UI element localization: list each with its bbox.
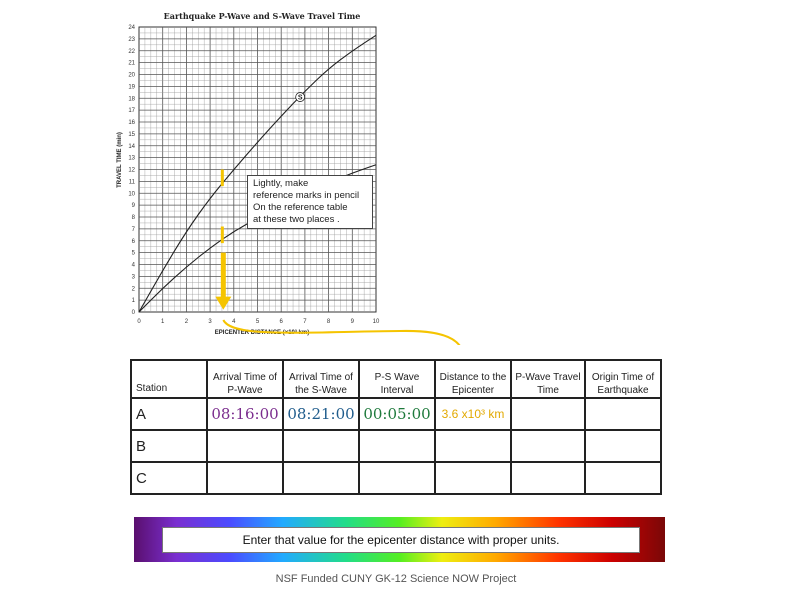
- header-origin-time: Origin Time of Earthquake: [585, 360, 661, 398]
- y-tick-label: 13: [128, 155, 135, 162]
- y-tick-label: 1: [131, 298, 135, 305]
- chart-grid: [139, 27, 376, 312]
- station-cell: A: [131, 398, 207, 430]
- footer-credit: NSF Funded CUNY GK-12 Science NOW Project: [275, 573, 517, 585]
- header-distance: Distance to the Epicenter: [435, 360, 511, 398]
- s-arrival-cell[interactable]: [283, 430, 359, 462]
- y-axis-label: TRAVEL TIME (min): [117, 132, 123, 188]
- x-tick-label: 0: [137, 319, 141, 325]
- y-tick-label: 12: [128, 167, 135, 174]
- y-tick-label: 9: [131, 203, 135, 210]
- interval-cell[interactable]: [359, 430, 435, 462]
- y-tick-label: 21: [128, 60, 135, 67]
- y-tick-label: 4: [131, 262, 135, 269]
- earthquake-data-table: [130, 359, 662, 495]
- p-travel-cell[interactable]: [511, 398, 585, 430]
- x-tick-label: 10: [372, 319, 380, 325]
- header-p-travel-time: P-Wave Travel Time: [511, 360, 585, 398]
- interval-cell[interactable]: 00:05:00: [359, 398, 435, 430]
- table-header-row: [131, 360, 661, 398]
- table-row: [131, 430, 661, 462]
- y-tick-label: 18: [128, 96, 135, 103]
- s-arrival-cell[interactable]: 08:21:00: [283, 398, 359, 430]
- y-tick-label: 5: [131, 250, 135, 257]
- table-row: [131, 398, 661, 430]
- interval-cell[interactable]: [359, 462, 435, 494]
- x-axis-label: EPICENTER DISTANCE (×10³ km): [214, 330, 310, 336]
- x-tick-label: 5: [255, 319, 260, 325]
- distance-cell[interactable]: [435, 462, 511, 494]
- x-tick-label: 4: [232, 319, 236, 325]
- x-tick-label: 3: [208, 319, 212, 325]
- s-arrival-cell[interactable]: [283, 462, 359, 494]
- x-tick-label: 1: [161, 319, 165, 325]
- callout-line: at these two places .: [253, 214, 340, 225]
- y-tick-label: 20: [128, 72, 135, 79]
- y-tick-label: 16: [128, 120, 135, 126]
- y-tick-label: 17: [128, 108, 135, 115]
- y-tick-label: 24: [128, 25, 135, 31]
- x-tick-label: 6: [279, 319, 283, 325]
- p-arrival-cell[interactable]: 08:16:00: [207, 398, 283, 430]
- y-tick-label: 23: [128, 36, 135, 43]
- callout-line: Lightly, make: [253, 178, 309, 189]
- y-tick-label: 6: [131, 238, 135, 245]
- y-tick-label: 11: [128, 179, 135, 186]
- x-tick-label: 2: [184, 319, 189, 325]
- origin-cell[interactable]: [585, 430, 661, 462]
- x-tick-label: 7: [303, 319, 307, 325]
- p-arrival-cell[interactable]: [207, 430, 283, 462]
- y-tick-label: 10: [128, 191, 135, 198]
- station-cell: C: [131, 462, 207, 494]
- x-tick-label: 8: [326, 319, 331, 325]
- x-tick-label: 9: [350, 319, 354, 325]
- p-travel-cell[interactable]: [511, 430, 585, 462]
- origin-cell[interactable]: [585, 398, 661, 430]
- s-curve-label: S: [297, 94, 303, 102]
- distance-cell[interactable]: [435, 430, 511, 462]
- connector-to-distance-cell: [223, 320, 467, 345]
- pencil-instruction-callout: [247, 175, 373, 229]
- callout-line: On the reference table: [253, 202, 348, 213]
- y-tick-label: 15: [128, 131, 135, 138]
- y-tick-label: 22: [128, 48, 135, 55]
- y-tick-label: 14: [128, 143, 135, 150]
- y-tick-label: 19: [128, 84, 135, 91]
- header-s-arrival: Arrival Time of the S-Wave: [283, 360, 359, 398]
- y-tick-label: 2: [131, 286, 135, 293]
- p-travel-cell[interactable]: [511, 462, 585, 494]
- y-tick-label: 0: [131, 310, 135, 316]
- origin-cell[interactable]: [585, 462, 661, 494]
- p-arrival-cell[interactable]: [207, 462, 283, 494]
- y-tick-label: 3: [131, 274, 135, 281]
- header-p-arrival: Arrival Time of P-Wave: [207, 360, 283, 398]
- instruction-box: Enter that value for the epicenter distance with proper units.: [162, 527, 640, 553]
- y-tick-label: 8: [131, 215, 135, 221]
- distance-cell[interactable]: 3.6 x10³ km: [435, 398, 511, 430]
- chart-title: Earthquake P-Wave and S-Wave Travel Time: [163, 11, 361, 21]
- y-tick-label: 7: [131, 226, 135, 233]
- header-station: Station: [131, 360, 207, 398]
- header-ps-interval: P-S Wave Interval: [359, 360, 435, 398]
- station-cell: B: [131, 430, 207, 462]
- table-row: [131, 462, 661, 494]
- callout-line: reference marks in pencil: [253, 190, 360, 201]
